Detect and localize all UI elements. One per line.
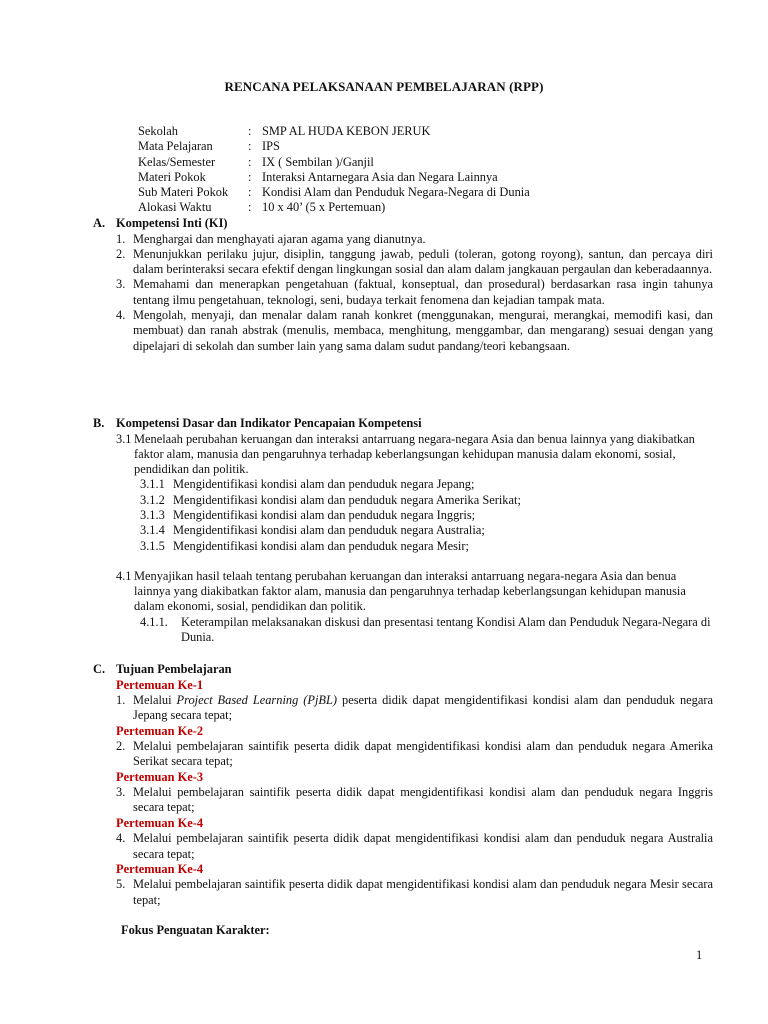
document-title: RENCANA PELAKSANAAN PEMBELAJARAN (RPP) [224,79,544,94]
indicator-item [93,493,713,508]
indicator-text: Mengidentifikasi kondisi alam dan penduduk negara Amerika Serikat; [173,492,521,507]
section-title: Tujuan Pembelajaran [116,662,232,676]
section-letter: C. [93,662,106,676]
indicator-text: Mengidentifikasi kondisi alam dan penduduk negara Jepang; [173,477,475,492]
info-colon: : [248,185,252,200]
kd-number: 3.1 [116,431,132,446]
objective-text: Melalui pembelajaran saintifik peserta didik dapat mengidentifikasi kondisi alam dan penduduk negara Mesir secara tepat; [133,877,713,907]
info-colon: : [248,154,252,169]
info-colon: : [248,124,252,138]
objective-text: peserta didik dapat mengidentifikasi kondisi alam dan penduduk negara Jepang secara tepat; [133,693,713,723]
meeting-label: Pertemuan Ke-3 [116,769,204,784]
list-number: 1. [116,231,126,246]
indicator-text: Mengidentifikasi kondisi alam dan penduduk negara Mesir; [173,538,469,553]
list-item [93,247,713,278]
indicator-item [93,523,713,538]
info-label: Alokasi Waktu [138,200,212,215]
objective-text: Melalui pembelajaran saintifik peserta didik dapat mengidentifikasi kondisi alam dan penduduk negara Australia secara tepat; [133,831,713,861]
list-text: Menunjukkan perilaku jujur, disiplin, tanggung jawab, peduli (toleran, gotong royong), santun, dan percaya diri dalam berinteraksi secara efektif dengan lingkungan sosial dan alam dalam jangkauan pergaulan dan keberadaannya. [133,246,713,277]
meeting-label: Pertemuan Ke-2 [116,723,204,738]
objective-text: Melalui pembelajaran saintifik peserta didik dapat mengidentifikasi kondisi alam dan penduduk negara Amerika Serikat secara tepat; [133,739,713,769]
indicator-number: 3.1.4 [140,523,165,538]
meeting-label: Pertemuan Ke-4 [116,861,204,876]
kd-number: 4.1 [116,568,132,583]
objective-text: Melalui pembelajaran saintifik peserta didik dapat mengidentifikasi kondisi alam dan penduduk negara Inggris secara tepat; [133,785,713,815]
indicator-item [93,477,713,492]
info-label: Mata Pelajaran [138,139,213,154]
section-heading [93,662,713,678]
list-number: 3. [116,785,126,800]
info-value: IPS [262,139,280,154]
section-b [93,416,713,645]
ki-list [93,232,713,354]
kd-item [93,432,713,478]
section-heading [93,416,713,432]
section-title: Kompetensi Inti (KI) [116,216,228,230]
list-text: Mengolah, menyaji, dan menalar dalam ranah konkret (menggunakan, mengurai, merangkai, memodifi kasi, dan membuat) dan ranah abstrak (menulis, membaca, menghitung, menggambar, dan mengarang) sesuai dengan yang dipelajari di sekolah dan sumber lain yang sama dalam sudut pandang/teori kebangsaan. [133,307,713,353]
section-letter: B. [93,416,105,430]
section-letter: A. [93,216,106,230]
info-label: Sekolah [138,124,178,138]
list-number: 5. [116,877,126,892]
fokus-heading: Fokus Penguatan Karakter: [121,922,270,937]
indicator-item [93,508,713,523]
indicator-text: Keterampilan melaksanakan diskusi dan presentasi tentang Kondisi Alam dan Penduduk Negara-Negara di Dunia. [181,614,711,645]
info-colon: : [248,169,252,184]
indicator-item [93,615,713,646]
section-title: Kompetensi Dasar dan Indikator Pencapaian Kompetensi [116,416,422,430]
list-item [93,277,713,308]
objective-item [93,785,713,816]
meeting-label: Pertemuan Ke-1 [116,677,204,692]
kd-text: Menyajikan hasil telaah tentang perubahan keruangan dan interaksi antarruang negara-negara Asia dan benua lainnya yang diakibatkan faktor alam, manusia dan pengaruhnya terhadap keberlangsungan kehidupan manusia dalam ekonomi, sosial, pendidikan dan politik. [134,568,686,614]
section-heading [93,216,713,232]
list-number: 3. [116,277,126,292]
objective-item [93,877,713,908]
kd-text: Menelaah perubahan keruangan dan interaksi antarruang negara-negara Asia dan benua lainnya yang diakibatkan faktor alam, manusia dan pengaruhnya terhadap keberlangsungan kehidupan manusia dalam ekonomi, sosial, pendidikan dan politik. [134,431,695,477]
info-colon: : [248,200,252,215]
indicator-item [93,539,713,554]
objective-item [93,831,713,862]
info-value: Kondisi Alam dan Penduduk Negara-Negara di Dunia [262,185,530,200]
objective-prefix: Melalui [133,693,177,707]
info-value: Interaksi Antarnegara Asia dan Negara Lainnya [262,169,498,184]
list-text: Memahami dan menerapkan pengetahuan (faktual, konseptual, dan prosedural) berdasarkan rasa ingin tahunya tentang ilmu pengetahuan, teknologi, seni, budaya terkait fenomena dan kejadian tampak mata. [133,277,713,307]
objective-method: Project Based Learning (PjBL) [176,693,337,707]
list-text: Menghargai dan menghayati ajaran agama yang dianutnya. [133,231,426,246]
info-value: 10 x 40’ (5 x Pertemuan) [262,200,386,215]
info-colon: : [248,139,252,154]
info-value: IX ( Sembilan )/Ganjil [262,154,374,169]
indicator-number: 3.1.2 [140,492,165,507]
list-item [93,232,713,247]
indicator-number: 4.1.1. [140,614,168,629]
kd-item [93,569,713,615]
info-value: SMP AL HUDA KEBON JERUK [262,124,431,138]
section-a [93,216,713,354]
list-number: 1. [116,693,126,707]
list-item [93,308,713,354]
list-number: 4. [116,831,126,846]
list-number: 2. [116,739,126,754]
indicator-text: Mengidentifikasi kondisi alam dan penduduk negara Inggris; [173,507,476,522]
info-label: Materi Pokok [138,169,206,184]
info-label: Sub Materi Pokok [138,185,229,200]
indicator-number: 3.1.5 [140,538,165,553]
list-number: 2. [116,246,126,261]
objective-item [93,693,713,724]
indicator-number: 3.1.1 [140,477,165,492]
page-number: 1 [696,948,703,962]
indicator-text: Mengidentifikasi kondisi alam dan penduduk negara Australia; [173,523,485,538]
objective-item [93,739,713,770]
list-number: 4. [116,307,126,322]
section-c [93,662,713,938]
meeting-label: Pertemuan Ke-4 [116,815,204,830]
info-label: Kelas/Semester [138,154,216,169]
indicator-number: 3.1.3 [140,507,165,522]
